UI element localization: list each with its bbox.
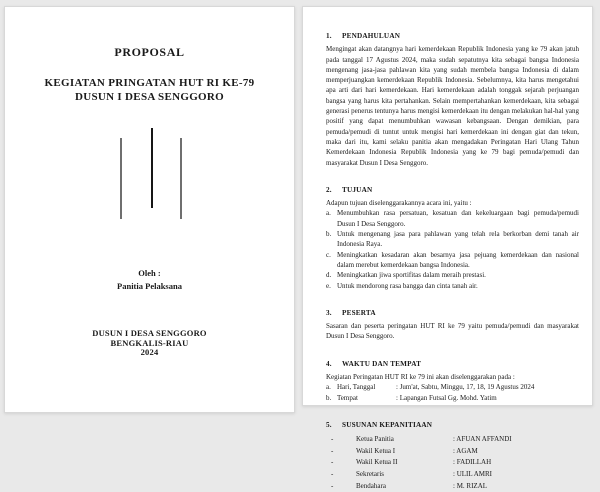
cover-footer-line2: BENGKALIS-RIAU — [110, 337, 189, 348]
list-item-letter: e. — [326, 281, 331, 290]
section-pendahuluan — [326, 31, 579, 168]
section-number: 4. — [326, 359, 332, 368]
detail-letter: b. — [326, 393, 332, 402]
section-title: PENDAHULUAN — [342, 32, 401, 40]
section-paragraph: Sasaran dan peserta peringatan HUT RI ke 79 yaitu pemuda/pemudi dan masyarakat Dusun I Desa Senggoro. — [326, 322, 579, 341]
section-heading — [326, 185, 579, 195]
detail-row — [326, 382, 579, 392]
section-title: TUJUAN — [342, 185, 373, 194]
list-item — [326, 250, 579, 271]
cover-footer-line1: DUSUN I DESA SENGGORO — [92, 328, 207, 338]
section-tujuan — [326, 185, 579, 291]
detail-row — [326, 393, 579, 403]
committee-name: : AGAM — [453, 446, 478, 455]
section-number: 3. — [326, 308, 332, 317]
section-heading — [326, 420, 579, 430]
detail-letter: a. — [326, 383, 331, 392]
list-item — [326, 270, 579, 280]
committee-role: Wakil Ketua II — [356, 458, 398, 467]
committee-name: : AFUAN AFFANDI — [453, 435, 512, 444]
list-item-letter: b. — [326, 230, 332, 239]
content-body — [303, 7, 592, 492]
cover-subtitle — [5, 76, 294, 104]
cover-graphic-line-right — [180, 138, 182, 219]
section-intro: Adapun tujuan diselenggarakannya acara ini, yaitu : — [326, 199, 472, 208]
committee-list — [326, 434, 579, 492]
author-name: Panitia Pelaksana — [117, 281, 182, 291]
cover-subtitle-line1: KEGIATAN PRINGATAN HUT RI KE-79 — [44, 77, 255, 89]
list-item — [326, 208, 579, 229]
cover-footer-line3: 2024 — [140, 347, 159, 358]
section-heading — [326, 31, 579, 41]
detail-value: : Lapangan Futsal Gg. Mohd. Yatim — [396, 393, 497, 402]
committee-row — [326, 446, 579, 458]
dash-bullet: - — [331, 435, 334, 444]
section-number: 1. — [326, 32, 332, 40]
section-heading — [326, 308, 579, 318]
detail-value: : Jum'at, Sabtu, Minggu, 17, 18, 19 Agustus 2024 — [396, 383, 535, 392]
dash-bullet: - — [331, 469, 334, 478]
cover-footer — [5, 329, 294, 358]
section-title: SUSUNAN KEPANITIAAN — [342, 420, 433, 429]
author-label: Oleh : — [138, 268, 161, 278]
committee-name: : ULIL AMRI — [453, 469, 493, 478]
detail-label: Tempat — [337, 393, 358, 402]
cover-graphic-line-left — [120, 138, 122, 219]
cover-page[interactable] — [4, 6, 295, 413]
section-heading — [326, 359, 579, 369]
dash-bullet: - — [331, 458, 334, 467]
detail-label: Hari, Tanggal — [337, 383, 376, 392]
committee-name: : FADILLAH — [453, 458, 492, 467]
committee-name: : M. RIZAL — [453, 481, 488, 490]
list-item-text: Meningkatkan kesadaran akan besarnya jasa pejuang kemerdekaan dan nasional dalam merebut kemerdekaan bangsa Indonesia. — [337, 250, 579, 269]
committee-role: Ketua Panitia — [356, 435, 394, 444]
list-item-letter: d. — [326, 271, 332, 280]
list-item-letter: c. — [326, 250, 331, 259]
section-intro: Kegiatan Peringatan HUT RI ke 79 ini akan diselenggarakan pada : — [326, 373, 515, 382]
committee-row — [326, 434, 579, 446]
cover-graphic-line-middle — [151, 128, 153, 208]
committee-role: Wakil Ketua I — [356, 446, 396, 455]
dash-bullet: - — [331, 446, 334, 455]
committee-row — [326, 457, 579, 469]
list-item — [326, 229, 579, 250]
list-item-text: Meningkatkan jiwa sportifitas dalam meraih prestasi. — [337, 271, 486, 280]
section-title: PESERTA — [342, 308, 376, 317]
list-item — [326, 281, 579, 291]
cover-subtitle-line2: DUSUN I DESA SENGGORO — [74, 91, 225, 103]
section-peserta — [326, 308, 579, 342]
committee-row — [326, 481, 579, 492]
list-item-letter: a. — [326, 209, 331, 218]
list-item-text: Untuk mengenang jasa para pahlawan yang telah rela berkorban demi tanah air Indonesia Raya. — [337, 230, 579, 249]
cover-title: PROPOSAL — [114, 45, 185, 59]
section-title: WAKTU DAN TEMPAT — [342, 359, 422, 368]
section-susunan-kepanitiaan — [326, 420, 579, 492]
section-number: 2. — [326, 185, 332, 194]
section-waktu-tempat — [326, 359, 579, 403]
committee-row — [326, 469, 579, 481]
committee-role: Sekretaris — [356, 469, 384, 478]
list-item-text: Menumbuhkan rasa persatuan, kesatuan dan kekeluargaan bagi pemuda/pemudi Dusun I Desa Senggoro. — [337, 209, 579, 228]
content-page[interactable] — [302, 6, 593, 490]
section-paragraph: Mengingat akan datangnya hari kemerdekaan Republik Indonesia yang ke 79 akan jatuh pada tanggal 17 Agustus 2024, maka sudah sepatutnya kita sebagai bangsa Indonesia mengenang jasa-jasa pahlawan kita yang sudah membela bangsa Indonesia di dalam memperjuangkan kemerdekaan Republik Indonesia. Sebelumnya, kita harus mengetahui apa arti dari hari kemerdekaan. Hari kemerdekaan adalah tonggak sejarah perjuangan bangsa yang harus kita pertahankan. Selain mempertahankan kemerdekaan, kita sebagai generasi penerus tentunya harus mengisi kemerdekaan itu dengan melakukan hal-hal yang positif yang dapat menumbuhkan wawasan kebangsaan. Dengan demikian, para pemuda/pemudi di tuntut untuk mengisi hari kemerdekaan ini dengan giat dan tekun, maka dari itu, kami selaku panitia akan mengadakan Peringatan Hari Ulang Tahun Kemerdekaan Indonesia Republik Indonesia yang ke 79 bagi pemuda/pemudi dan masyarakat Dusun I Desa Senggoro. — [326, 45, 579, 167]
list-item-text: Untuk mendorong rasa bangga dan cinta tanah air. — [337, 281, 478, 290]
section-number: 5. — [326, 420, 332, 429]
committee-role: Bendahara — [356, 481, 386, 490]
dash-bullet: - — [331, 481, 334, 490]
